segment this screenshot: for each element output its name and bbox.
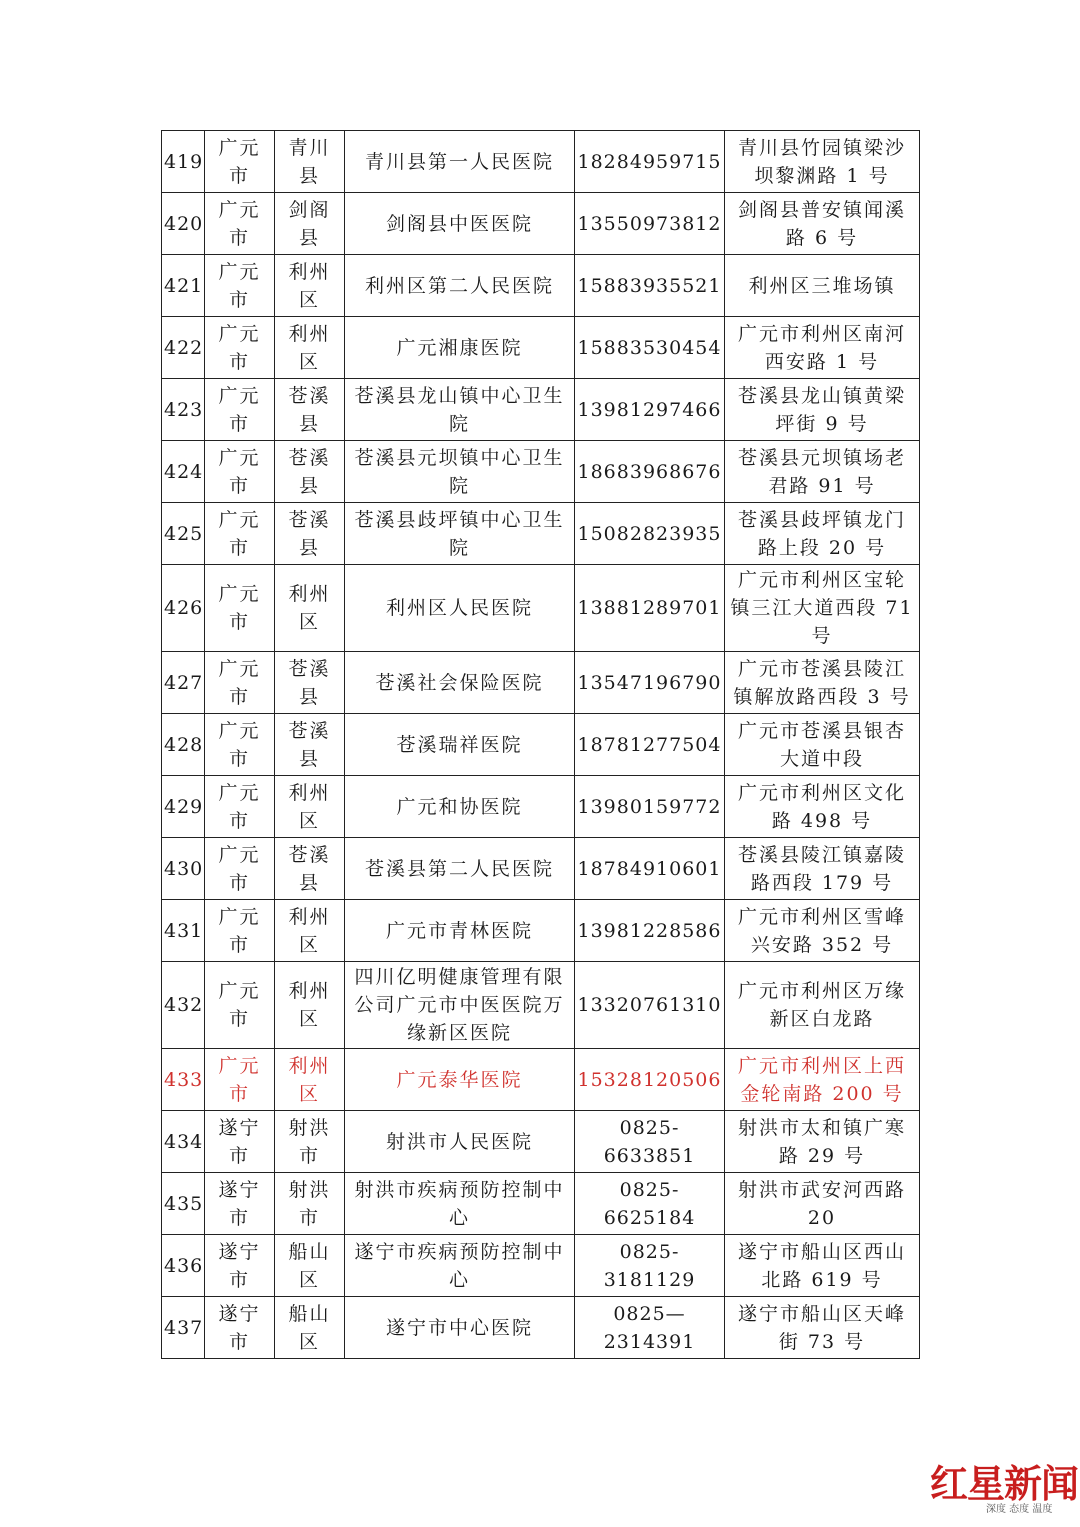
cell-county: 苍溪县 bbox=[275, 503, 345, 565]
table-row bbox=[162, 900, 920, 962]
cell-city: 广元市 bbox=[205, 131, 275, 193]
cell-number: 432 bbox=[162, 962, 205, 1049]
cell-phone: 0825-6625184 bbox=[575, 1173, 725, 1235]
cell-county: 青川县 bbox=[275, 131, 345, 193]
cell-county: 利州区 bbox=[275, 317, 345, 379]
cell-phone: 18781277504 bbox=[575, 714, 725, 776]
cell-institution-name: 广元市青林医院 bbox=[345, 900, 575, 962]
cell-number: 419 bbox=[162, 131, 205, 193]
cell-number: 430 bbox=[162, 838, 205, 900]
cell-phone: 15883935521 bbox=[575, 255, 725, 317]
cell-address: 利州区三堆场镇 bbox=[725, 255, 920, 317]
cell-number: 426 bbox=[162, 565, 205, 652]
cell-number: 423 bbox=[162, 379, 205, 441]
cell-city: 广元市 bbox=[205, 652, 275, 714]
cell-city: 广元市 bbox=[205, 776, 275, 838]
cell-county: 射洪市 bbox=[275, 1111, 345, 1173]
cell-county: 利州区 bbox=[275, 255, 345, 317]
cell-county: 苍溪县 bbox=[275, 714, 345, 776]
cell-number: 422 bbox=[162, 317, 205, 379]
cell-phone: 15883530454 bbox=[575, 317, 725, 379]
cell-institution-name: 利州区第二人民医院 bbox=[345, 255, 575, 317]
cell-county: 利州区 bbox=[275, 962, 345, 1049]
cell-phone: 13881289701 bbox=[575, 565, 725, 652]
cell-institution-name: 广元和协医院 bbox=[345, 776, 575, 838]
cell-address: 广元市利州区文化路 498 号 bbox=[725, 776, 920, 838]
cell-institution-name: 剑阁县中医医院 bbox=[345, 193, 575, 255]
cell-address: 苍溪县龙山镇黄梁坪街 9 号 bbox=[725, 379, 920, 441]
hospital-list-table bbox=[161, 130, 920, 1359]
cell-number: 431 bbox=[162, 900, 205, 962]
cell-address: 射洪市武安河西路 20 bbox=[725, 1173, 920, 1235]
hongxing-news-watermark bbox=[930, 1462, 1079, 1522]
cell-city: 广元市 bbox=[205, 838, 275, 900]
cell-county: 剑阁县 bbox=[275, 193, 345, 255]
cell-number: 425 bbox=[162, 503, 205, 565]
cell-institution-name: 遂宁市疾病预防控制中心 bbox=[345, 1235, 575, 1297]
cell-county: 苍溪县 bbox=[275, 379, 345, 441]
table-row bbox=[162, 503, 920, 565]
cell-number: 433 bbox=[162, 1049, 205, 1111]
cell-phone: 13547196790 bbox=[575, 652, 725, 714]
table-row bbox=[162, 131, 920, 193]
cell-county: 射洪市 bbox=[275, 1173, 345, 1235]
cell-institution-name: 广元湘康医院 bbox=[345, 317, 575, 379]
cell-county: 苍溪县 bbox=[275, 838, 345, 900]
table-row bbox=[162, 565, 920, 652]
cell-phone: 15328120506 bbox=[575, 1049, 725, 1111]
cell-address: 青川县竹园镇梁沙坝黎渊路 1 号 bbox=[725, 131, 920, 193]
cell-address: 射洪市太和镇广寒路 29 号 bbox=[725, 1111, 920, 1173]
cell-city: 遂宁市 bbox=[205, 1111, 275, 1173]
cell-institution-name: 苍溪社会保险医院 bbox=[345, 652, 575, 714]
cell-number: 435 bbox=[162, 1173, 205, 1235]
table-row bbox=[162, 962, 920, 1049]
cell-institution-name: 苍溪县元坝镇中心卫生院 bbox=[345, 441, 575, 503]
cell-phone: 13320761310 bbox=[575, 962, 725, 1049]
cell-phone: 15082823935 bbox=[575, 503, 725, 565]
watermark-slogan: 深度 态度 温度 bbox=[986, 1504, 1053, 1515]
cell-city: 遂宁市 bbox=[205, 1235, 275, 1297]
table-row bbox=[162, 317, 920, 379]
cell-city: 广元市 bbox=[205, 379, 275, 441]
cell-institution-name: 苍溪瑞祥医院 bbox=[345, 714, 575, 776]
cell-city: 广元市 bbox=[205, 565, 275, 652]
cell-phone: 0825-6633851 bbox=[575, 1111, 725, 1173]
cell-institution-name: 广元泰华医院 bbox=[345, 1049, 575, 1111]
table-row bbox=[162, 379, 920, 441]
cell-phone: 13981228586 bbox=[575, 900, 725, 962]
table-row bbox=[162, 652, 920, 714]
cell-institution-name: 苍溪县第二人民医院 bbox=[345, 838, 575, 900]
cell-institution-name: 射洪市人民医院 bbox=[345, 1111, 575, 1173]
cell-county: 利州区 bbox=[275, 1049, 345, 1111]
table-row bbox=[162, 838, 920, 900]
cell-county: 利州区 bbox=[275, 776, 345, 838]
cell-institution-name: 四川亿明健康管理有限公司广元市中医医院万缘新区医院 bbox=[345, 962, 575, 1049]
cell-city: 广元市 bbox=[205, 503, 275, 565]
watermark-logo-text: 红星新闻 bbox=[930, 1462, 1079, 1506]
cell-phone: 13550973812 bbox=[575, 193, 725, 255]
cell-number: 420 bbox=[162, 193, 205, 255]
cell-county: 利州区 bbox=[275, 565, 345, 652]
cell-county: 船山区 bbox=[275, 1297, 345, 1359]
cell-city: 广元市 bbox=[205, 714, 275, 776]
table-row bbox=[162, 1297, 920, 1359]
cell-institution-name: 射洪市疾病预防控制中心 bbox=[345, 1173, 575, 1235]
cell-city: 广元市 bbox=[205, 962, 275, 1049]
cell-number: 421 bbox=[162, 255, 205, 317]
table-row bbox=[162, 193, 920, 255]
cell-phone: 0825—2314391 bbox=[575, 1297, 725, 1359]
table-row bbox=[162, 1049, 920, 1111]
cell-phone: 18284959715 bbox=[575, 131, 725, 193]
cell-institution-name: 遂宁市中心医院 bbox=[345, 1297, 575, 1359]
cell-city: 遂宁市 bbox=[205, 1297, 275, 1359]
table-row bbox=[162, 441, 920, 503]
cell-city: 广元市 bbox=[205, 317, 275, 379]
cell-address: 广元市利州区雪峰兴安路 352 号 bbox=[725, 900, 920, 962]
cell-number: 424 bbox=[162, 441, 205, 503]
cell-number: 429 bbox=[162, 776, 205, 838]
cell-address: 广元市苍溪县陵江镇解放路西段 3 号 bbox=[725, 652, 920, 714]
cell-city: 广元市 bbox=[205, 193, 275, 255]
table-row bbox=[162, 1111, 920, 1173]
cell-county: 苍溪县 bbox=[275, 441, 345, 503]
table-row bbox=[162, 255, 920, 317]
cell-number: 436 bbox=[162, 1235, 205, 1297]
cell-institution-name: 利州区人民医院 bbox=[345, 565, 575, 652]
cell-institution-name: 苍溪县龙山镇中心卫生院 bbox=[345, 379, 575, 441]
table-row bbox=[162, 1173, 920, 1235]
cell-city: 广元市 bbox=[205, 441, 275, 503]
table-row bbox=[162, 776, 920, 838]
cell-address: 剑阁县普安镇闻溪路 6 号 bbox=[725, 193, 920, 255]
cell-address: 遂宁市船山区西山北路 619 号 bbox=[725, 1235, 920, 1297]
cell-county: 苍溪县 bbox=[275, 652, 345, 714]
cell-county: 利州区 bbox=[275, 900, 345, 962]
cell-institution-name: 青川县第一人民医院 bbox=[345, 131, 575, 193]
cell-number: 437 bbox=[162, 1297, 205, 1359]
cell-institution-name: 苍溪县歧坪镇中心卫生院 bbox=[345, 503, 575, 565]
cell-city: 广元市 bbox=[205, 1049, 275, 1111]
cell-phone: 13980159772 bbox=[575, 776, 725, 838]
cell-address: 苍溪县元坝镇场老君路 91 号 bbox=[725, 441, 920, 503]
cell-address: 苍溪县歧坪镇龙门路上段 20 号 bbox=[725, 503, 920, 565]
cell-address: 苍溪县陵江镇嘉陵路西段 179 号 bbox=[725, 838, 920, 900]
cell-address: 广元市苍溪县银杏大道中段 bbox=[725, 714, 920, 776]
cell-phone: 13981297466 bbox=[575, 379, 725, 441]
cell-address: 遂宁市船山区天峰街 73 号 bbox=[725, 1297, 920, 1359]
table-row bbox=[162, 714, 920, 776]
cell-address: 广元市利州区南河西安路 1 号 bbox=[725, 317, 920, 379]
cell-number: 427 bbox=[162, 652, 205, 714]
cell-number: 428 bbox=[162, 714, 205, 776]
cell-city: 遂宁市 bbox=[205, 1173, 275, 1235]
table-row bbox=[162, 1235, 920, 1297]
cell-address: 广元市利州区上西金轮南路 200 号 bbox=[725, 1049, 920, 1111]
cell-city: 广元市 bbox=[205, 255, 275, 317]
cell-phone: 18683968676 bbox=[575, 441, 725, 503]
cell-address: 广元市利州区宝轮镇三江大道西段 71 号 bbox=[725, 565, 920, 652]
table-body bbox=[162, 131, 920, 1359]
cell-county: 船山区 bbox=[275, 1235, 345, 1297]
cell-phone: 0825-3181129 bbox=[575, 1235, 725, 1297]
cell-city: 广元市 bbox=[205, 900, 275, 962]
cell-address: 广元市利州区万缘新区白龙路 bbox=[725, 962, 920, 1049]
cell-number: 434 bbox=[162, 1111, 205, 1173]
cell-phone: 18784910601 bbox=[575, 838, 725, 900]
